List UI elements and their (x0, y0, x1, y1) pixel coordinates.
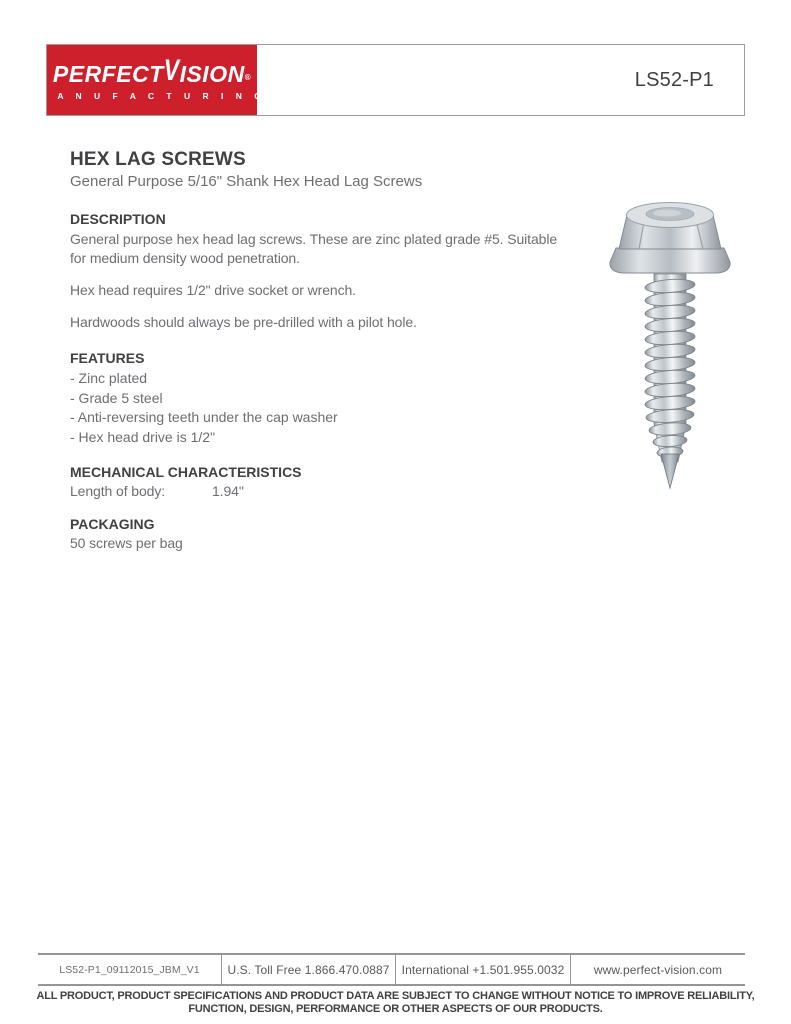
brand-logo-v-checkmark: V (163, 52, 180, 87)
mechanical-label: Length of body: (70, 483, 166, 499)
product-photo-hex-lag-screw (598, 196, 742, 496)
footer-part-number: LS52-P1_09112015_JBM_V1 (59, 963, 200, 976)
description-paragraph: General purpose hex head lag screws. These are zinc plated grade #5. Suitable for medium density wood penetration. (70, 231, 558, 266)
footer-website: www.perfect-vision.com (570, 955, 745, 984)
section-features (70, 349, 575, 447)
description-heading: DESCRIPTION (70, 211, 166, 227)
page-subtitle: General Purpose 5/16" Shank Hex Head Lag Screws (70, 173, 423, 190)
description-paragraph: Hardwoods should always be pre-drilled with a pilot hole. (70, 314, 417, 330)
packaging-heading: PACKAGING (70, 516, 155, 532)
brand-logo-wordmark (52, 52, 252, 89)
product-code: LS52-P1 (634, 68, 714, 91)
screw-illustration (598, 196, 742, 496)
mechanical-heading: MECHANICAL CHARACTERISTICS (70, 464, 302, 480)
footer-tollfree-phone: U.S. Toll Free 1.866.470.0887 (221, 955, 395, 984)
header (38, 44, 745, 116)
mechanical-value: 1.94" (212, 483, 244, 499)
feature-item: - Hex head drive is 1/2" (70, 428, 216, 445)
product-code-area (257, 45, 744, 115)
features-heading: FEATURES (70, 350, 145, 366)
brand-logo-prefix: PERFECT (52, 61, 164, 87)
footer-disclaimer: ALL PRODUCT, PRODUCT SPECIFICATIONS AND PRODUCT DATA ARE SUBJECT TO CHANGE WITHOUT NOTICE TO IMPROVE RELIABILITY, FUNCTION, DESIGN, PERFORMANCE OR OTHER ASPECTS OF OUR PRODUCTS. (36, 990, 755, 1015)
section-description (70, 210, 575, 332)
footer-international-phone: International +1.501.955.0032 (395, 955, 570, 984)
feature-item: - Anti-reversing teeth under the cap washer (70, 409, 338, 425)
brand-logo (38, 45, 266, 115)
brand-logo-suffix: ISION (179, 61, 245, 87)
page-title: HEX LAG SCREWS (70, 149, 246, 170)
brand-logo-subtext: M A N U F A C T U R I N G (38, 91, 266, 101)
footer-info-table (38, 953, 745, 986)
packaging-text: 50 screws per bag (70, 535, 183, 551)
section-packaging (70, 515, 575, 553)
features-list (70, 369, 575, 447)
feature-item: - Grade 5 steel (70, 389, 163, 406)
description-paragraph: Hex head requires 1/2" drive socket or wrench. (70, 282, 356, 298)
section-mechanical-characteristics (70, 463, 575, 501)
registered-trademark-symbol: ® (244, 73, 252, 82)
main-content (70, 148, 575, 553)
mechanical-row (70, 482, 575, 501)
feature-item: - Zinc plated (70, 370, 148, 386)
